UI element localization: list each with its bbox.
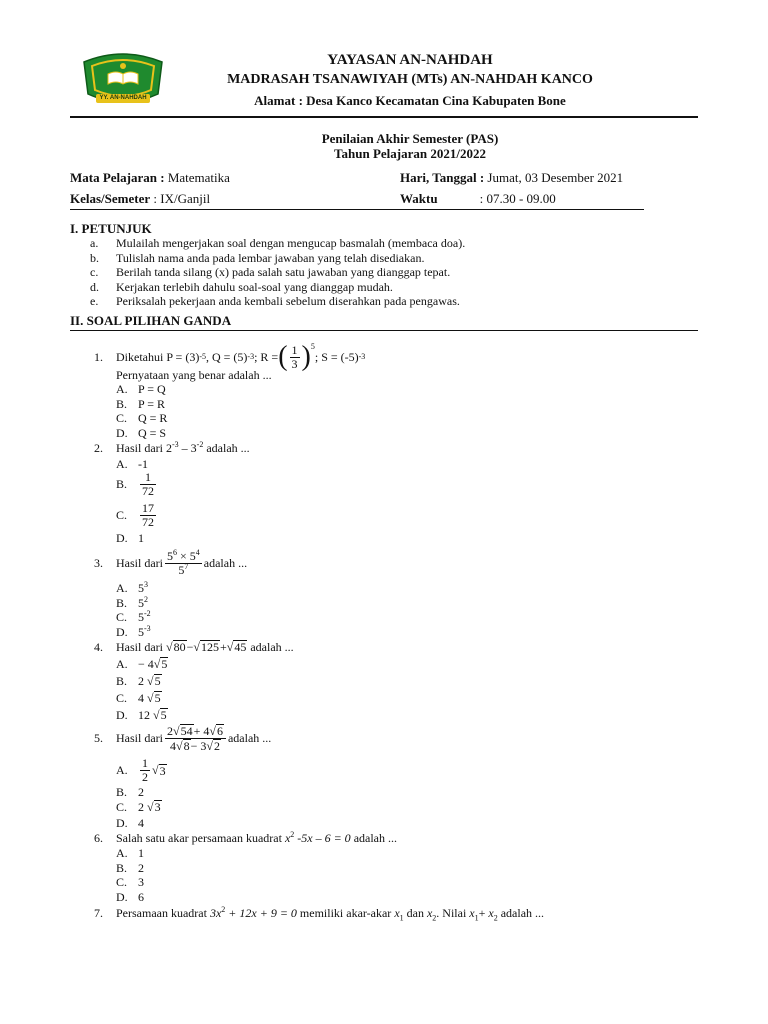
option[interactable]: D. 4 bbox=[116, 816, 144, 830]
instruction-item: a. Mulailah mengerjakan soal dengan mengucap basmalah (membaca doa). bbox=[90, 236, 466, 250]
question-1-stem: Pernyataan yang benar adalah ... bbox=[116, 368, 272, 382]
exam-year: Tahun Pelajaran 2021/2022 bbox=[334, 146, 486, 161]
instructions-title: I. PETUNJUK bbox=[70, 221, 152, 236]
fraction: $\frac{2√54+ 4√6}{4√8- 3√2}$ bbox=[165, 724, 226, 753]
question-3-options bbox=[116, 581, 151, 639]
header-divider bbox=[70, 116, 698, 118]
subject-row bbox=[70, 170, 230, 185]
option[interactable]: D. 1 bbox=[116, 531, 144, 545]
option[interactable]: A. -1 bbox=[116, 457, 148, 471]
question-5: 5. Hasil dari $\frac{2√54+ 4√6}{4√8- 3√2}$ adalah ... bbox=[94, 723, 272, 753]
option[interactable]: C. 3 bbox=[116, 875, 144, 890]
section-divider bbox=[70, 330, 698, 331]
class-row bbox=[70, 191, 210, 206]
option[interactable]: B. 2 bbox=[116, 785, 144, 799]
option[interactable]: C. Q = R bbox=[116, 411, 168, 426]
logo-banner-text: YY. AN-NAHDAH bbox=[99, 95, 147, 101]
class-value: : IX/Ganjil bbox=[150, 191, 211, 206]
option[interactable]: D. $5^{-3}$ bbox=[116, 623, 151, 639]
instructions-list bbox=[90, 236, 465, 309]
option[interactable]: B. $5^2$ bbox=[116, 594, 148, 610]
question-4-options bbox=[116, 657, 168, 725]
option[interactable]: D. Q = S bbox=[116, 425, 167, 440]
instruction-item: b. Tulislah nama anda pada lembar jawaban yang telah disediakan. bbox=[90, 250, 425, 265]
option[interactable]: C. $5^{-2}$ bbox=[116, 609, 151, 625]
instruction-item: e. Periksalah pekerjaan anda kembali sebelum diserahkan pada pengawas. bbox=[90, 294, 460, 309]
question-1: 1. Diketahui P = (3) -5 , Q = (5) -3 ; R = ( $\frac{1}{3}$ ) $^5$ ; S = (-5) -3 bbox=[94, 341, 366, 372]
question-2: 2. Hasil dari $2^{-3} - 3^{-2}$ adalah ... bbox=[94, 440, 250, 455]
school-name: MADRASAH TSANAWIYAH (MTs) AN-NAHDAH KANCO bbox=[227, 72, 593, 87]
option[interactable]: A. − 4√5 bbox=[116, 657, 168, 671]
question-1-options bbox=[116, 382, 167, 440]
question-6: 6. Salah satu akar persamaan kuadrat $x^2$ -5x – 6 = 0 adalah ... bbox=[94, 830, 397, 845]
subject-value: Matematika bbox=[164, 170, 230, 185]
foundation-name: YAYASAN AN-NAHDAH bbox=[327, 52, 493, 68]
class-label: Kelas/Semeter bbox=[70, 191, 151, 206]
date-value: Jumat, 03 Desember 2021 bbox=[484, 170, 624, 185]
option[interactable]: B. $\frac{1}{72}$ bbox=[116, 469, 154, 498]
fraction: $\frac{1}{3}$ bbox=[291, 342, 298, 371]
time-row bbox=[400, 191, 556, 206]
fraction: $\frac{1}{2}$ bbox=[142, 755, 148, 784]
option[interactable]: C. 4 √5 bbox=[116, 691, 161, 705]
option[interactable]: B. 2 √5 bbox=[116, 674, 161, 688]
option[interactable]: D. 12 √5 bbox=[116, 708, 167, 722]
time-label: Waktu bbox=[400, 191, 438, 206]
date-label: Hari, Tanggal : bbox=[400, 170, 485, 185]
option[interactable]: C. 2 √3 bbox=[116, 800, 161, 814]
question-6-options bbox=[116, 846, 144, 904]
fraction: $\frac{1}{72}$ bbox=[142, 469, 154, 498]
subject-label: Mata Pelajaran : bbox=[70, 170, 165, 185]
school-address: Alamat : Desa Kanco Kecamatan Cina Kabupaten Bone bbox=[254, 93, 566, 108]
question-7: 7. Persamaan kuadrat $3x^2 + 12x + 9 = 0$ memiliki akar-akar $x_1$ dan $x_2$. Nilai $x_1+ x_2$ adalah ... bbox=[94, 905, 545, 923]
question-3: 3. Hasil dari $\frac{5^6 \times 5^4}{5^7}$ adalah ... bbox=[94, 547, 248, 577]
instruction-item: d. Kerjakan terlebih dahulu soal-soal yang dianggap mudah. bbox=[90, 279, 393, 294]
option[interactable]: A. P = Q bbox=[116, 382, 166, 396]
section-title: II. SOAL PILIHAN GANDA bbox=[70, 313, 232, 328]
option[interactable]: B. 2 bbox=[116, 860, 144, 875]
fraction: $\frac{5^6 \times 5^4}{5^7}$ bbox=[167, 547, 200, 577]
option[interactable]: A. $5^3$ bbox=[116, 580, 148, 595]
option[interactable]: B. P = R bbox=[116, 396, 165, 411]
option[interactable]: A. 1 bbox=[116, 846, 144, 860]
option[interactable]: D. 6 bbox=[116, 889, 144, 904]
instruction-item: c. Berilah tanda silang (x) pada salah satu jawaban yang dianggap tepat. bbox=[90, 265, 451, 280]
info-divider bbox=[70, 209, 644, 210]
time-value: : 07.30 - 09.00 bbox=[479, 191, 556, 206]
question-4: 4. Hasil dari √80−√125+√45 adalah ... bbox=[94, 640, 294, 654]
option[interactable]: A. $\frac{1}{2}$ √ 3 bbox=[116, 755, 166, 784]
option[interactable]: C. $\frac{17}{72}$ bbox=[116, 500, 154, 529]
exam-title: Penilaian Akhir Semester (PAS) bbox=[321, 131, 499, 146]
fraction: $\frac{17}{72}$ bbox=[142, 500, 154, 529]
date-row bbox=[400, 170, 623, 185]
